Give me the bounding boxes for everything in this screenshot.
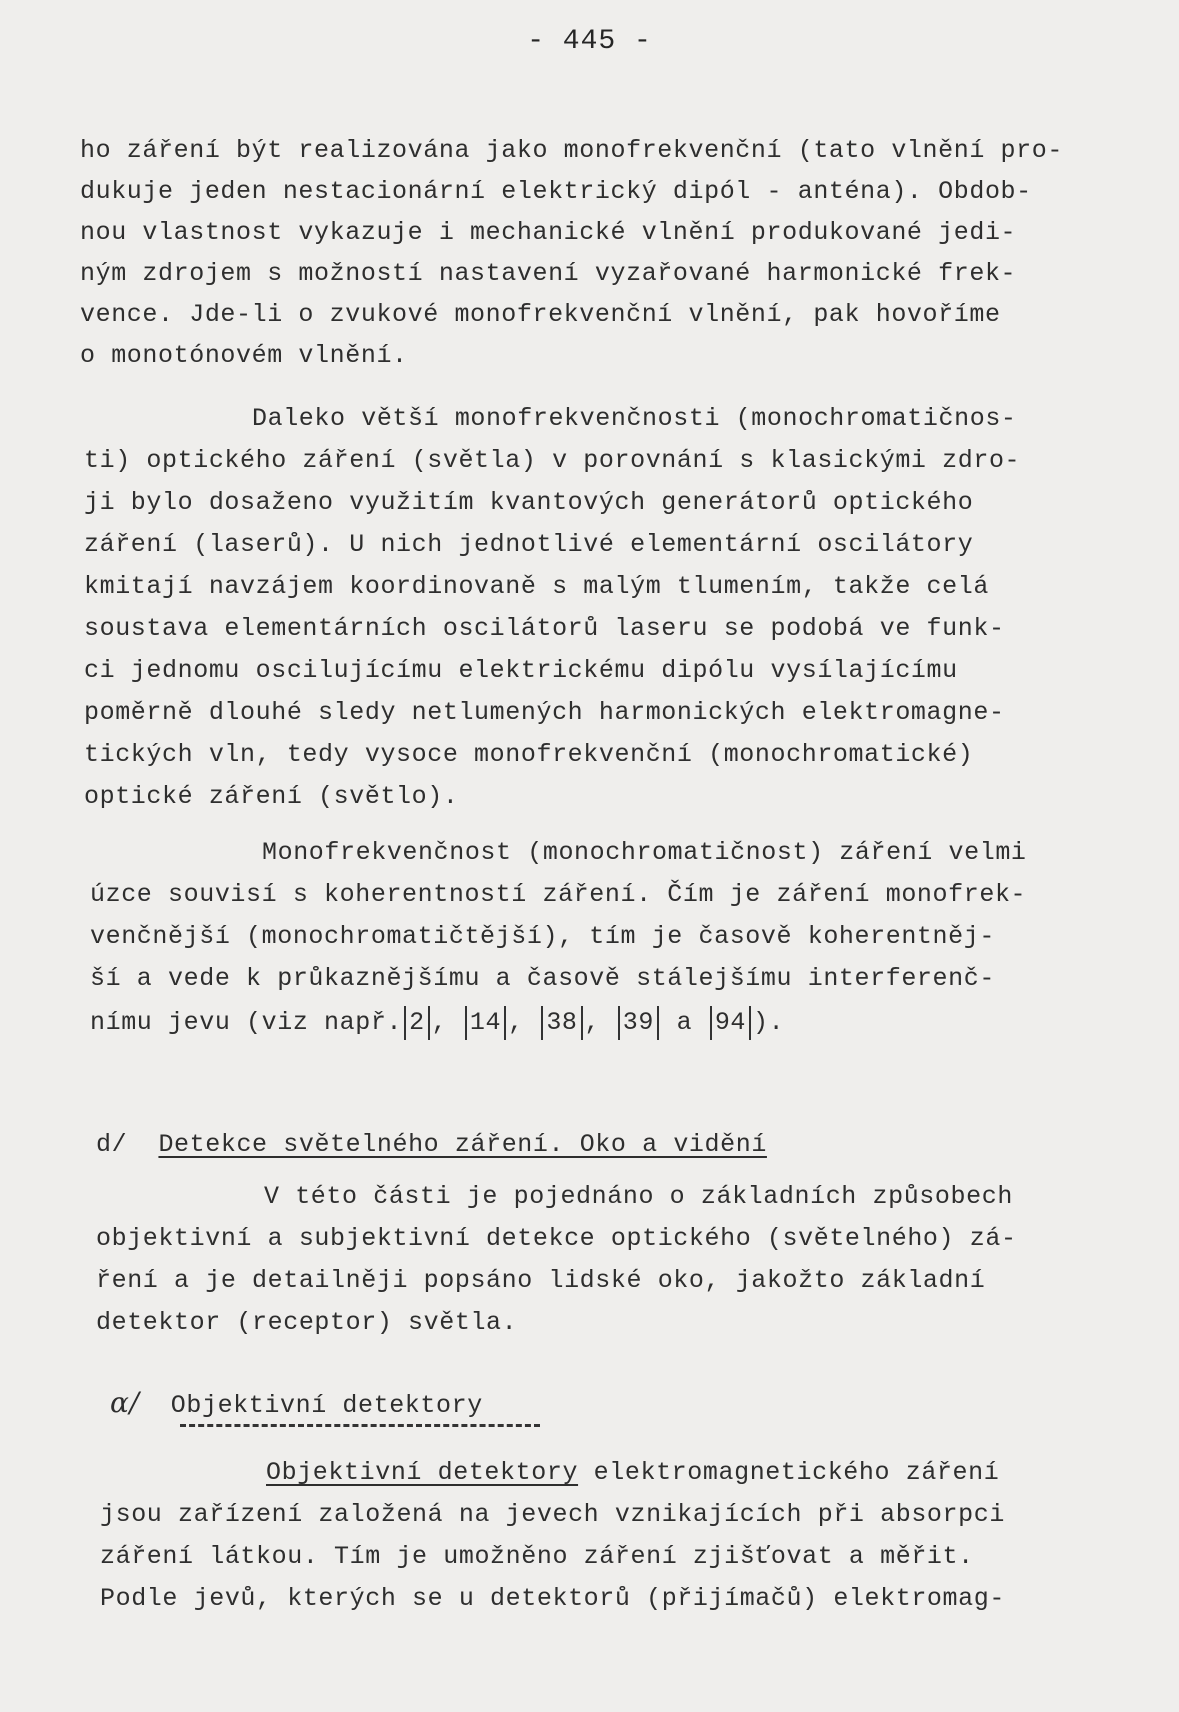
section-label: α/ bbox=[110, 1386, 140, 1419]
page-number: - 445 - bbox=[527, 26, 652, 57]
citation-ref: 39 bbox=[618, 1006, 659, 1040]
text-line: objektivní a subjektivní detekce optického (světelného) zá- bbox=[96, 1224, 1017, 1253]
text-line: jsou zařízení založená na jevech vznikajících při absorpci bbox=[100, 1500, 1005, 1529]
section-title: Detekce světelného záření. Oko a vidění bbox=[158, 1130, 767, 1159]
text-line: optické záření (světlo). bbox=[84, 782, 459, 811]
text-line: ti) optického záření (světla) v porovnání s klasickými zdro- bbox=[84, 446, 1021, 475]
section-title: Objektivní detektory bbox=[170, 1391, 483, 1420]
text-line: nou vlastnost vykazuje i mechanické vlnění produkované jedi- bbox=[80, 218, 1017, 247]
separator: , bbox=[431, 1008, 448, 1037]
conjunction: a bbox=[676, 1008, 693, 1037]
text-line: Podle jevů, kterých se u detektorů (přijímačů) elektromag- bbox=[100, 1584, 1005, 1613]
text-line: venčnější (monochromatičtější), tím je časově koherentněj- bbox=[90, 922, 995, 951]
text-line bbox=[266, 1458, 999, 1488]
text-line: ření a je detailněji popsáno lidské oko, jakožto základní bbox=[96, 1266, 986, 1295]
text-line: vence. Jde-li o zvukové monofrekvenční vlnění, pak hovoříme bbox=[80, 300, 1001, 329]
text-line: kmitají navzájem koordinovaně s malým tlumením, takže celá bbox=[84, 572, 989, 601]
section-heading-alpha bbox=[110, 1388, 483, 1421]
citation-ref: 14 bbox=[465, 1006, 506, 1040]
text-line: ší a vede k průkaznějšímu a časově stálejšímu interferenč- bbox=[90, 964, 995, 993]
text-line: záření (laserů). U nich jednotlivé elementární oscilátory bbox=[84, 530, 974, 559]
reference-suffix: ). bbox=[753, 1008, 785, 1037]
text-line: poměrně dlouhé sledy netlumených harmonických elektromagne- bbox=[84, 698, 1005, 727]
citation-ref: 38 bbox=[541, 1006, 582, 1040]
text-line: úzce souvisí s koherentností záření. Čím je záření monofrek- bbox=[90, 880, 1027, 909]
text-run: elektromagnetického záření bbox=[578, 1458, 1000, 1487]
section-heading-d bbox=[96, 1130, 767, 1160]
text-line: o monotónovém vlnění. bbox=[80, 341, 408, 370]
citation-ref: 2 bbox=[404, 1006, 430, 1040]
text-line: ným zdrojem s možností nastavení vyzařované harmonické frek- bbox=[80, 259, 1017, 288]
reference-line bbox=[90, 1006, 784, 1040]
text-line: ho záření být realizována jako monofrekvenční (tato vlnění pro- bbox=[80, 136, 1063, 165]
text-line: ji bylo dosaženo využitím kvantových generátorů optického bbox=[84, 488, 974, 517]
separator: , bbox=[508, 1008, 524, 1037]
section-label: d/ bbox=[96, 1130, 128, 1159]
text-line: záření látkou. Tím je umožněno záření zjišťovat a měřit. bbox=[100, 1542, 974, 1571]
text-line: Monofrekvenčnost (monochromatičnost) záření velmi bbox=[262, 838, 1027, 867]
text-line: soustava elementárních oscilátorů laseru se podobá ve funk- bbox=[84, 614, 1005, 643]
dashed-underline bbox=[180, 1424, 540, 1427]
reference-prefix: nímu jevu (viz např. bbox=[90, 1008, 403, 1037]
text-line: Daleko větší monofrekvenčnosti (monochromatičnos- bbox=[252, 404, 1017, 433]
text-line: V této části je pojednáno o základních způsobech bbox=[264, 1182, 1013, 1211]
text-line: dukuje jeden nestacionární elektrický dipól - anténa). Obdob- bbox=[80, 177, 1032, 206]
text-line: ci jednomu oscilujícímu elektrickému dipólu vysílajícímu bbox=[84, 656, 958, 685]
text-line: tických vln, tedy vysoce monofrekvenční (monochromatické) bbox=[84, 740, 974, 769]
separator: , bbox=[584, 1008, 601, 1037]
citation-ref: 94 bbox=[710, 1006, 751, 1040]
text-line: detektor (receptor) světla. bbox=[96, 1308, 518, 1337]
term-underlined: Objektivní detektory bbox=[266, 1458, 579, 1487]
